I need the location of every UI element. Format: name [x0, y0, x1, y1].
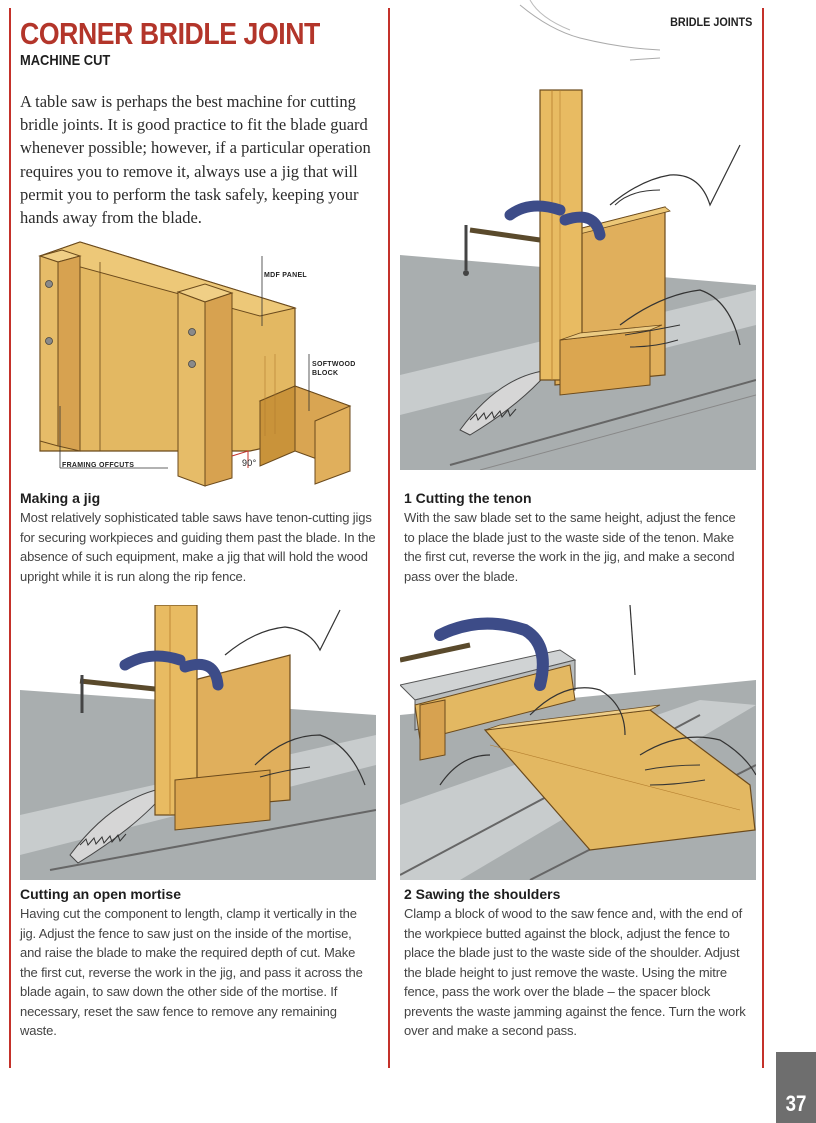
page-title: CORNER BRIDLE JOINT [20, 16, 320, 51]
shoulders-sawing-illustration [400, 605, 756, 880]
caption-heading: 2 Sawing the shoulders [404, 886, 561, 902]
column-rule-middle [388, 8, 390, 1068]
tenon-cutting-illustration [400, 85, 756, 470]
page-number-tab [776, 1052, 816, 1123]
caption-heading: 1 Cutting the tenon [404, 490, 532, 506]
label-angle: 90° [242, 458, 257, 468]
shoulders-svg [400, 605, 756, 880]
label-softwood-block: SOFTWOOD BLOCK [312, 361, 356, 377]
caption-open-mortise [20, 886, 376, 1041]
mortise-svg [20, 605, 376, 880]
caption-body: Clamp a block of wood to the saw fence and, with the end of the workpiece butted against the block, adjust the fence to place the blade just to the waste side of the shoulder. Adjust the blade height to just remove the waste. Using the mitre fence, pass the work over the blade – the spacer block prevents the waste jamming against the fence. Turn the work over and make a second pass. [404, 906, 746, 1038]
corner-sketch [510, 0, 670, 70]
caption-sawing-shoulders [404, 886, 749, 1041]
intro-text: A table saw is perhaps the best machine for cutting bridle joints. It is good practice to fit the blade guard whenever possible; however, if a particular operation requires you to remove it, always use a jig that will permit you to perform the task safely, keeping your hands away from the blade. [20, 92, 371, 228]
label-framing-offcuts: FRAMING OFFCUTS [62, 462, 135, 469]
jig-diagram [20, 236, 376, 496]
caption-heading: Making a jig [20, 490, 101, 506]
tenon-svg [400, 85, 756, 470]
caption-body: Having cut the component to length, clamp it vertically in the jig. Adjust the fence to saw just on the inside of the mortise, and raise the blade to make the required depth of cut. Make the first cut, reverse the work in the jig, and pass it across the blade again, to saw down the other side of the mortise. If necessary, reset the saw fence to remove any remaining waste. [20, 906, 363, 1038]
page-number: 37 [785, 1091, 807, 1116]
label-mdf-panel: MDF PANEL [264, 272, 308, 279]
caption-body: With the saw blade set to the same height, adjust the fence to place the blade just to the waste side of the tenon. Make the first cut, reverse the work in the jig, and make a second pass over the blade. [404, 510, 736, 584]
caption-body: Most relatively sophisticated table saws have tenon-cutting jigs for securing workpieces and guiding them past the blade. In the absence of such equipment, make a jig that will hold the wood upright while it is run along the rip fence. [20, 510, 376, 584]
caption-making-jig [20, 490, 376, 586]
caption-heading: Cutting an open mortise [20, 886, 181, 902]
caption-cutting-tenon [404, 490, 749, 586]
page-subtitle: MACHINE CUT [20, 52, 111, 69]
section-tag: BRIDLE JOINTS [669, 15, 752, 29]
column-rule-left [9, 8, 11, 1068]
mortise-cutting-illustration [20, 605, 376, 880]
column-rule-right [762, 8, 764, 1068]
